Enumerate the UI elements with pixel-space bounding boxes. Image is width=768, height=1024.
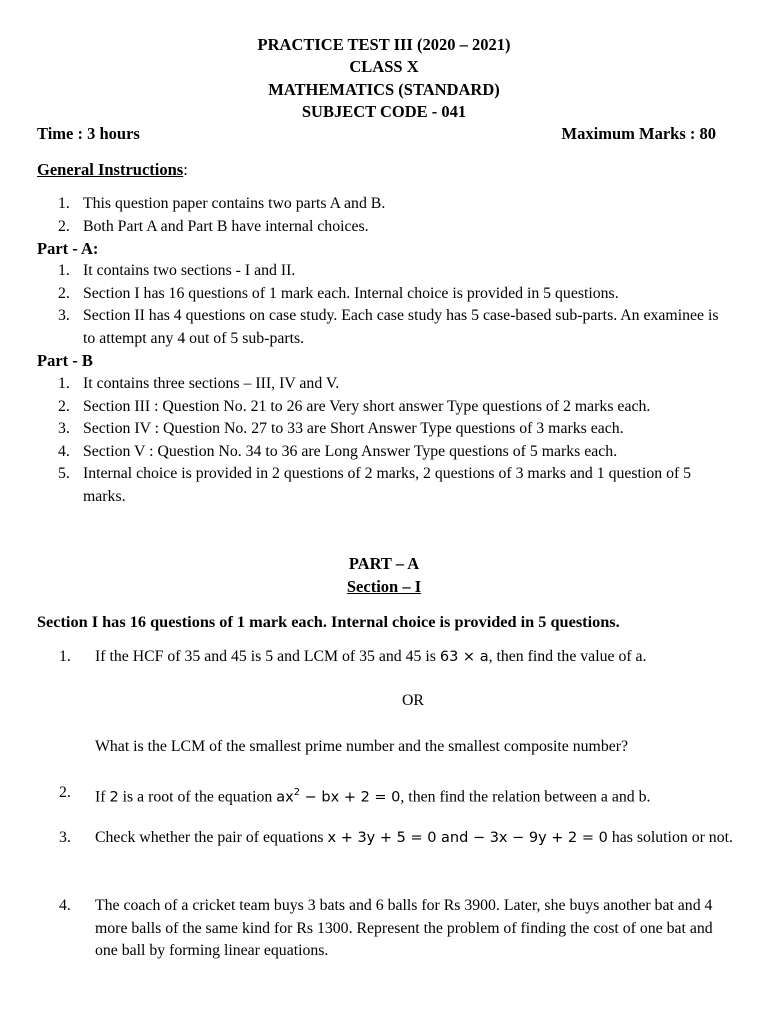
item-number: 4. xyxy=(58,442,70,460)
question-number: 3. xyxy=(59,829,71,846)
item-number: 1. xyxy=(58,195,70,212)
item-number: 3. xyxy=(58,420,70,437)
item-number: 1. xyxy=(58,375,70,392)
item-number: 1. xyxy=(58,262,70,279)
list-item xyxy=(0,305,723,350)
item-text: Section V : Question No. 34 to 36 are Long Answer Type questions of 5 marks each. xyxy=(83,442,618,460)
list-item xyxy=(0,260,723,283)
item-number: 3. xyxy=(58,307,70,324)
part-b-heading: Part - B xyxy=(37,351,93,370)
math-expression: 63 × a xyxy=(439,649,489,665)
list-item xyxy=(0,441,723,464)
question-text-pre: If xyxy=(95,788,110,806)
part-title: PART – A xyxy=(348,554,420,573)
list-item xyxy=(0,418,723,441)
subject-code: SUBJECT CODE - 041 xyxy=(301,102,467,121)
list-item xyxy=(0,193,723,216)
time-marks-row xyxy=(37,124,716,144)
question-text-mid: is a root of the equation xyxy=(118,788,277,806)
item-text: Section II has 4 questions on case study. Each case study has 5 case-based sub-parts. An examinee is to attempt any 4 out of 5 sub-parts. xyxy=(83,307,719,347)
or-separator: OR xyxy=(402,692,424,709)
math-expression: 2 xyxy=(109,789,119,806)
general-instructions-heading xyxy=(37,160,188,180)
item-text: Both Part A and Part B have internal choices. xyxy=(83,217,369,235)
math-expression: − bx + 2 = 0 xyxy=(300,789,401,806)
part-a-heading: Part - A: xyxy=(37,239,99,258)
general-instructions-list xyxy=(0,193,723,238)
question-number: 4. xyxy=(59,897,71,914)
item-number: 2. xyxy=(58,217,70,235)
list-item xyxy=(0,216,723,239)
part-b-instructions-list xyxy=(0,373,723,508)
question-text: The coach of a cricket team buys 3 bats and 6 balls for Rs 3900. Later, she buys another bat and 4 more balls of the same kind for Rs 1300. Represent the problem of finding the cost of one bat and one ball by forming linear equations. xyxy=(95,897,713,959)
section-title xyxy=(0,577,768,597)
item-number: 5. xyxy=(58,465,70,482)
list-item xyxy=(0,373,723,396)
general-instructions-text: General Instructions xyxy=(37,160,184,179)
item-text: Section IV : Question No. 27 to 33 are Short Answer Type questions of 3 marks each. xyxy=(83,420,624,437)
question-text-post: , then find the value of a. xyxy=(488,648,647,665)
class-label: CLASS X xyxy=(349,57,419,76)
question-text-post: , then find the relation between a and b. xyxy=(400,788,651,806)
list-item xyxy=(0,283,723,306)
question-text-pre: Check whether the pair of equations xyxy=(95,829,328,846)
item-text: It contains three sections – III, IV and V. xyxy=(83,375,340,392)
item-number: 2. xyxy=(58,397,70,415)
item-number: 2. xyxy=(58,284,70,302)
item-text: Section I has 16 questions of 1 mark each. Internal choice is provided in 5 questions. xyxy=(83,284,619,302)
list-item xyxy=(0,396,723,419)
section-note: Section I has 16 questions of 1 mark each. Internal choice is provided in 5 questions. xyxy=(37,612,620,631)
question-text: What is the LCM of the smallest prime number and the smallest composite number? xyxy=(95,738,629,755)
subject-label: MATHEMATICS (STANDARD) xyxy=(268,80,500,99)
item-text: Internal choice is provided in 2 questions of 2 marks, 2 questions of 3 marks and 1 question of 5 marks. xyxy=(83,465,692,505)
math-exponent: 2 xyxy=(293,787,301,798)
heading-colon: : xyxy=(183,160,188,179)
question-text xyxy=(95,782,735,809)
question-text-pre: If the HCF of 35 and 45 is 5 and LCM of 35 and 45 is xyxy=(95,648,440,665)
list-item xyxy=(0,463,723,508)
item-text: It contains two sections - I and II. xyxy=(83,262,296,279)
part-a-instructions-list xyxy=(0,260,723,350)
section-title-text: Section – I xyxy=(346,577,422,596)
math-expression: ax xyxy=(276,789,294,806)
question-number: 2. xyxy=(59,784,71,801)
question-text xyxy=(95,646,735,669)
time-label: Time : 3 hours xyxy=(37,124,140,143)
math-expression: x + 3y + 5 = 0 and − 3x − 9y + 2 = 0 xyxy=(327,830,608,846)
item-text: Section III : Question No. 21 to 26 are Very short answer Type questions of 2 marks each. xyxy=(83,397,651,415)
question-text xyxy=(95,827,735,850)
question-number: 1. xyxy=(59,648,71,665)
item-text: This question paper contains two parts A and B. xyxy=(83,195,386,212)
max-marks-label: Maximum Marks : 80 xyxy=(561,124,716,143)
paper-title: PRACTICE TEST III (2020 – 2021) xyxy=(257,35,511,54)
question-text-post: has solution or not. xyxy=(607,829,733,846)
